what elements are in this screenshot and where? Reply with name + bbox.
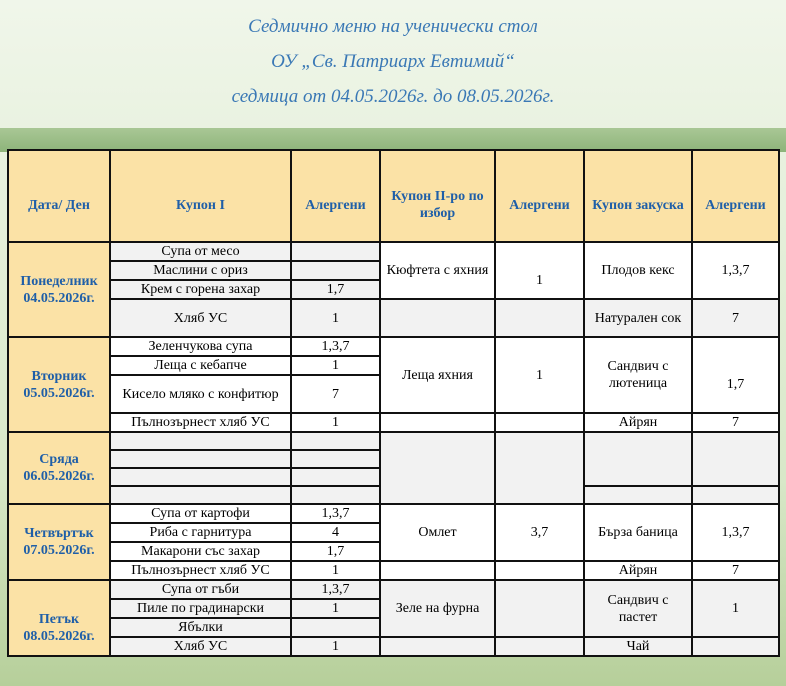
coupon1-item: Супа от гъби [110, 580, 291, 599]
coupon1-item: Супа от картофи [110, 504, 291, 523]
table-row [8, 337, 779, 356]
table-row [8, 580, 779, 599]
coupon2-allergens: 1 [495, 242, 584, 299]
coupon2-empty [380, 561, 495, 580]
week-range: седмица от 04.05.2026г. до 08.05.2026г. [231, 86, 555, 107]
coupon2-empty [380, 637, 495, 656]
snack-allergens: 1,3,7 [692, 504, 779, 561]
coupon1-allergens: 1 [291, 637, 380, 656]
coupon1-allergens [291, 261, 380, 280]
coupon1-allergens: 1,3,7 [291, 337, 380, 356]
coupon2-item [380, 432, 495, 504]
snack-item: Сандвич с лютеница [584, 337, 692, 413]
day-cell: Сряда 06.05.2026г. [8, 432, 110, 504]
coupon2-allergens-empty [495, 299, 584, 337]
coupon1-item: Крем с горена захар [110, 280, 291, 299]
coupon1-item [110, 468, 291, 486]
coupon1-allergens [291, 486, 380, 504]
coupon2-allergens: 3,7 [495, 504, 584, 561]
coupon1-item: Пиле по градинарски [110, 599, 291, 618]
table-row [8, 637, 779, 656]
coupon1-allergens: 1 [291, 561, 380, 580]
coupon1-allergens: 1,3,7 [291, 504, 380, 523]
snack-allergens: 1,3,7 [692, 242, 779, 299]
coupon1-item: Зеленчукова супа [110, 337, 291, 356]
snack-allergens: 1,7 [692, 337, 779, 413]
coupon2-item: Зеле на фурна [380, 580, 495, 637]
day-cell: Вторник 05.05.2026г. [8, 337, 110, 432]
header-allergens2: Алергени [495, 150, 584, 242]
snack-item: Айрян [584, 561, 692, 580]
coupon1-item: Супа от месо [110, 242, 291, 261]
snack-item: Чай [584, 637, 692, 656]
snack-item: Айрян [584, 413, 692, 432]
coupon1-item: Пълнозърнест хляб УС [110, 413, 291, 432]
coupon1-item: Пълнозърнест хляб УС [110, 561, 291, 580]
snack-allergens: 7 [692, 299, 779, 337]
page-title: Седмично меню на ученически стол [248, 16, 538, 37]
coupon2-allergens-empty [495, 413, 584, 432]
coupon1-allergens: 1 [291, 299, 380, 337]
coupon1-item: Леща с кебапче [110, 356, 291, 375]
snack-allergens: 7 [692, 561, 779, 580]
header-coupon1: Купон I [110, 150, 291, 242]
coupon1-allergens: 1,7 [291, 280, 380, 299]
snack-item: Бърза баница [584, 504, 692, 561]
coupon1-allergens: 4 [291, 523, 380, 542]
table-row [8, 242, 779, 261]
coupon1-item: Ябълки [110, 618, 291, 637]
coupon2-allergens [495, 580, 584, 637]
coupon1-item: Маслини с ориз [110, 261, 291, 280]
header-allergens1: Алергени [291, 150, 380, 242]
snack-item [584, 486, 692, 504]
table-row [8, 432, 779, 450]
snack-allergens [692, 432, 779, 486]
snack-item: Плодов кекс [584, 242, 692, 299]
coupon2-allergens [495, 432, 584, 504]
snack-item [584, 432, 692, 486]
coupon2-empty [380, 299, 495, 337]
coupon1-allergens [291, 450, 380, 468]
menu-table [7, 149, 780, 657]
coupon1-item: Макарони със захар [110, 542, 291, 561]
coupon1-allergens: 1 [291, 599, 380, 618]
coupon2-allergens-empty [495, 561, 584, 580]
table-row [8, 561, 779, 580]
coupon2-allergens-empty [495, 637, 584, 656]
snack-allergens: 1 [692, 580, 779, 637]
coupon1-allergens [291, 468, 380, 486]
coupon2-item: Леща яхния [380, 337, 495, 413]
coupon1-allergens: 1,3,7 [291, 580, 380, 599]
header-allergens3: Алергени [692, 150, 779, 242]
table-row [8, 299, 779, 337]
snack-allergens [692, 637, 779, 656]
coupon1-allergens: 1,7 [291, 542, 380, 561]
coupon1-item: Хляб УС [110, 299, 291, 337]
coupon2-item: Омлет [380, 504, 495, 561]
day-cell: Понеделник 04.05.2026г. [8, 242, 110, 337]
day-cell: Петък 08.05.2026г. [8, 580, 110, 656]
table-row [8, 504, 779, 523]
coupon1-item: Хляб УС [110, 637, 291, 656]
coupon1-item: Кисело мляко с конфитюр [110, 375, 291, 413]
coupon2-item: Кюфтета с яхния [380, 242, 495, 299]
header-coupon2: Купон II-ро по избор [380, 150, 495, 242]
header-snack: Купон закуска [584, 150, 692, 242]
coupon1-item [110, 450, 291, 468]
snack-allergens [692, 486, 779, 504]
coupon1-allergens [291, 432, 380, 450]
coupon1-allergens [291, 242, 380, 261]
coupon1-allergens: 7 [291, 375, 380, 413]
school-name: ОУ „Св. Патриарх Евтимий“ [271, 51, 515, 72]
coupon1-item [110, 486, 291, 504]
coupon2-allergens: 1 [495, 337, 584, 413]
coupon1-item: Риба с гарнитура [110, 523, 291, 542]
snack-item: Сандвич с пастет [584, 580, 692, 637]
header-row [8, 150, 779, 242]
coupon1-allergens: 1 [291, 356, 380, 375]
coupon1-allergens: 1 [291, 413, 380, 432]
snack-item: Натурален сок [584, 299, 692, 337]
snack-allergens: 7 [692, 413, 779, 432]
coupon1-item [110, 432, 291, 450]
table-row [8, 413, 779, 432]
coupon1-allergens [291, 618, 380, 637]
header-day: Дата/ Ден [8, 150, 110, 242]
day-cell: Четвъртък 07.05.2026г. [8, 504, 110, 580]
coupon2-empty [380, 413, 495, 432]
